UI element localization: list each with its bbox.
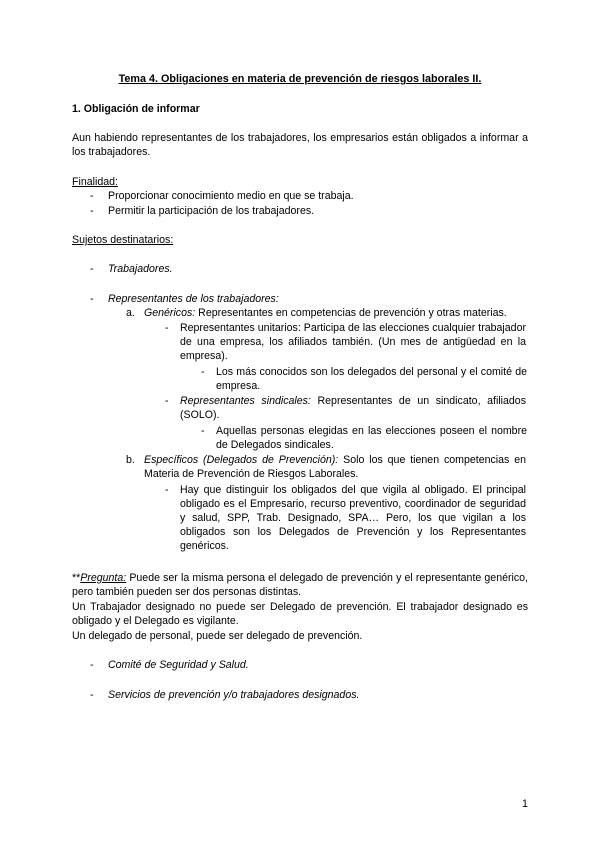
unitarios-item: Representantes unitarios: Participa de las elecciones cualquier trabajador de una empresa, los afiliados también. (Un mes de antigüedad en la empresa). — [180, 322, 526, 362]
sindicales-text: Representantes de un sindicato, afiliados (SOLO). — [180, 395, 527, 421]
pregunta-line-3: Un delegado de personal, puede ser delegado de prevención. — [72, 630, 363, 642]
list-dash: - — [90, 293, 94, 305]
list-marker-a: a. — [126, 307, 135, 319]
list-dash: - — [90, 190, 94, 202]
list-dash: - — [165, 484, 169, 496]
finalidad-item: Proporcionar conocimiento medio en que se trabaja. — [108, 190, 354, 202]
pregunta-text: Puede ser la misma persona el delegado de prevención y el representante genérico, pero también pueden ser dos personas distintas. — [72, 572, 528, 598]
list-dash: - — [165, 322, 169, 334]
pregunta-stars: ** — [72, 572, 81, 584]
list-marker-b: b. — [126, 454, 135, 466]
list-dash: - — [90, 205, 94, 217]
list-dash: - — [201, 425, 205, 437]
pregunta-label: Pregunta: — [80, 572, 127, 584]
servicios-item: Servicios de prevención y/o trabajadores designados. — [108, 689, 360, 701]
sindicales-item — [180, 394, 526, 422]
list-dash: - — [90, 263, 94, 275]
list-dash: - — [165, 395, 169, 407]
comite-item: Comité de Seguridad y Salud. — [108, 659, 249, 671]
sindicales-subitem: Aquellas personas elegidas en las elecciones poseen el nombre de Delegados sindicales. — [216, 425, 527, 451]
list-dash: - — [90, 689, 94, 701]
document-title: Tema 4. Obligaciones en materia de prevención de riesgos laborales II. — [118, 73, 482, 85]
unitarios-subitem: Los más conocidos son los delegados del personal y el comité de empresa. — [216, 366, 527, 392]
section-heading: 1. Obligación de informar — [72, 103, 200, 115]
genericos-term: Genéricos: — [144, 307, 196, 319]
genericos-item — [144, 306, 507, 320]
genericos-text: Representantes en competencias de prevención y otras materias. — [195, 307, 507, 319]
pregunta-line-2: Un Trabajador designado no puede ser Delegado de prevención. El trabajador designado es obligado y el Delegado es vigilante. — [72, 601, 528, 627]
list-dash: - — [201, 366, 205, 378]
especificos-subitem: Hay que distinguir los obligados del que vigila al obligado. El principal obligado es el Empresario, recurso preventivo, coordinador de seguridad y salud, SPP, Trab. Designado, SPA… Pero, los que vigilan a los obligados son los Delegados de Prevención y los Representantes genéricos. — [180, 484, 526, 552]
intro-paragraph: Aun habiendo representantes de los trabajadores, los empresarios están obligados a informar a los trabajadores. — [72, 132, 528, 158]
sujetos-label: Sujetos destinatarios: — [72, 234, 174, 246]
page-number: 1 — [522, 798, 528, 810]
representantes-item: Representantes de los trabajadores: — [108, 293, 279, 305]
list-dash: - — [90, 659, 94, 671]
especificos-term: Específicos (Delegados de Prevención): — [144, 454, 339, 466]
trabajadores-item: Trabajadores. — [108, 263, 173, 275]
sindicales-term: Representantes sindicales: — [180, 395, 311, 407]
pregunta-paragraph — [72, 571, 528, 599]
finalidad-label: Finalidad: — [72, 176, 118, 188]
especificos-item — [144, 453, 526, 481]
finalidad-item: Permitir la participación de los trabajadores. — [108, 205, 315, 217]
especificos-text: Solo los que tienen competencias en Materia de Prevención de Riesgos Laborales. — [144, 454, 527, 480]
